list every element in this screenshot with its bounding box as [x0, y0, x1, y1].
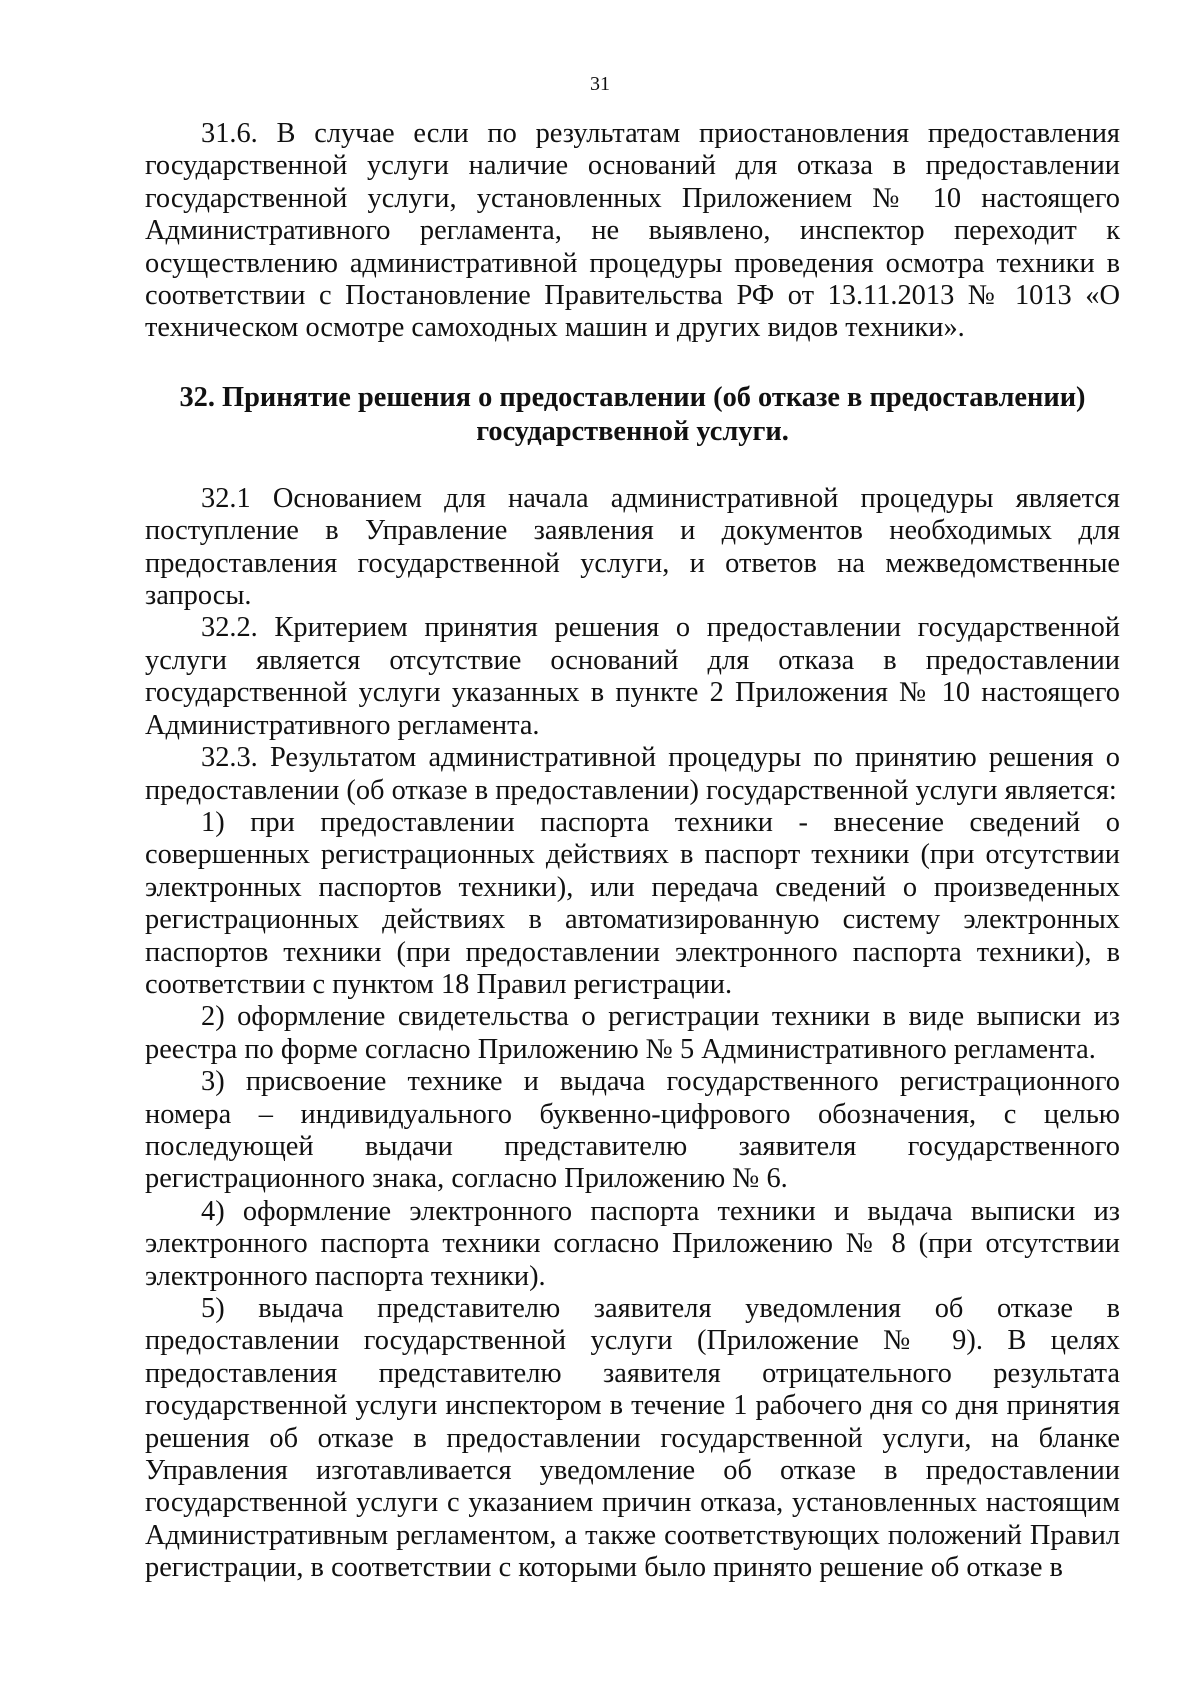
list-item-3: 3) присвоение технике и выдача государственного регистрационного номера – индивидуального буквенно-цифрового обозначения, с целью последующей выдачи представителю заявителя государственного регистрационного знака, согласно Приложению № 6. — [145, 1066, 1120, 1195]
list-item-1: 1) при предоставлении паспорта техники - внесение сведений о совершенных регистрационных действиях в паспорт техники (при отсутствии электронных паспортов техники), или передача сведений о произведенных регистрационных действиях в автоматизированную систему электронных паспортов техники (при предоставлении электронного паспорта техники), в соответствии с пунктом 18 Правил регистрации. — [145, 806, 1120, 1000]
paragraph-32-1: 32.1 Основанием для начала административной процедуры является поступление в Управление заявления и документов необходимых для предоставления государственной услуги, и ответов на межведомственные запросы. — [145, 482, 1120, 612]
document-body — [145, 118, 1120, 1585]
section-heading-line-1: 32. Принятие решения о предоставлении (об отказе в предоставлении) — [179, 381, 1086, 413]
page-number: 31 — [590, 73, 610, 95]
paragraph-32-2: 32.2. Критерием принятия решения о предоставлении государственной услуги является отсутствие оснований для отказа в предоставлении государственной услуги указанных в пункте 2 Приложения № 10 настоящего Административного регламента. — [145, 612, 1120, 741]
paragraph-32-3: 32.3. Результатом административной процедуры по принятию решения о предоставлении (об отказе в предоставлении) государственной услуги является: — [145, 742, 1120, 806]
list-item-5: 5) выдача представителю заявителя уведомления об отказе в предоставлении государственной услуги (Приложение № 9). В целях предоставления представителю заявителя отрицательного результата государственной услуги инспектором в течение 1 рабочего дня со дня принятия решения об отказе в предоставлении государственной услуги, на бланке Управления изготавливается уведомление об отказе в предоставлении государственной услуги с указанием причин отказа, установленных настоящим Административным регламентом, а также соответствующих положений Правил регистрации, в соответствии с которыми было принято решение об отказе в — [145, 1293, 1120, 1584]
list-item-4: 4) оформление электронного паспорта техники и выдача выписки из электронного паспорта техники согласно Приложению № 8 (при отсутствии электронного паспорта техники). — [145, 1195, 1120, 1292]
section-heading-32 — [145, 381, 1120, 449]
section-heading-line-2: государственной услуги. — [476, 415, 789, 447]
list-item-2: 2) оформление свидетельства о регистрации техники в виде выписки из реестра по форме согласно Приложению № 5 Административного регламента. — [145, 1001, 1120, 1065]
paragraph-31-6: 31.6. В случае если по результатам приостановления предоставления государственной услуги наличие оснований для отказа в предоставлении государственной услуги, установленных Приложением № 10 настоящего Административного регламента, не выявлено, инспектор переходит к осуществлению административной процедуры проведения осмотра техники в соответствии с Постановление Правительства РФ от 13.11.2013 № 1013 «О техническом осмотре самоходных машин и других видов техники». — [145, 118, 1120, 344]
